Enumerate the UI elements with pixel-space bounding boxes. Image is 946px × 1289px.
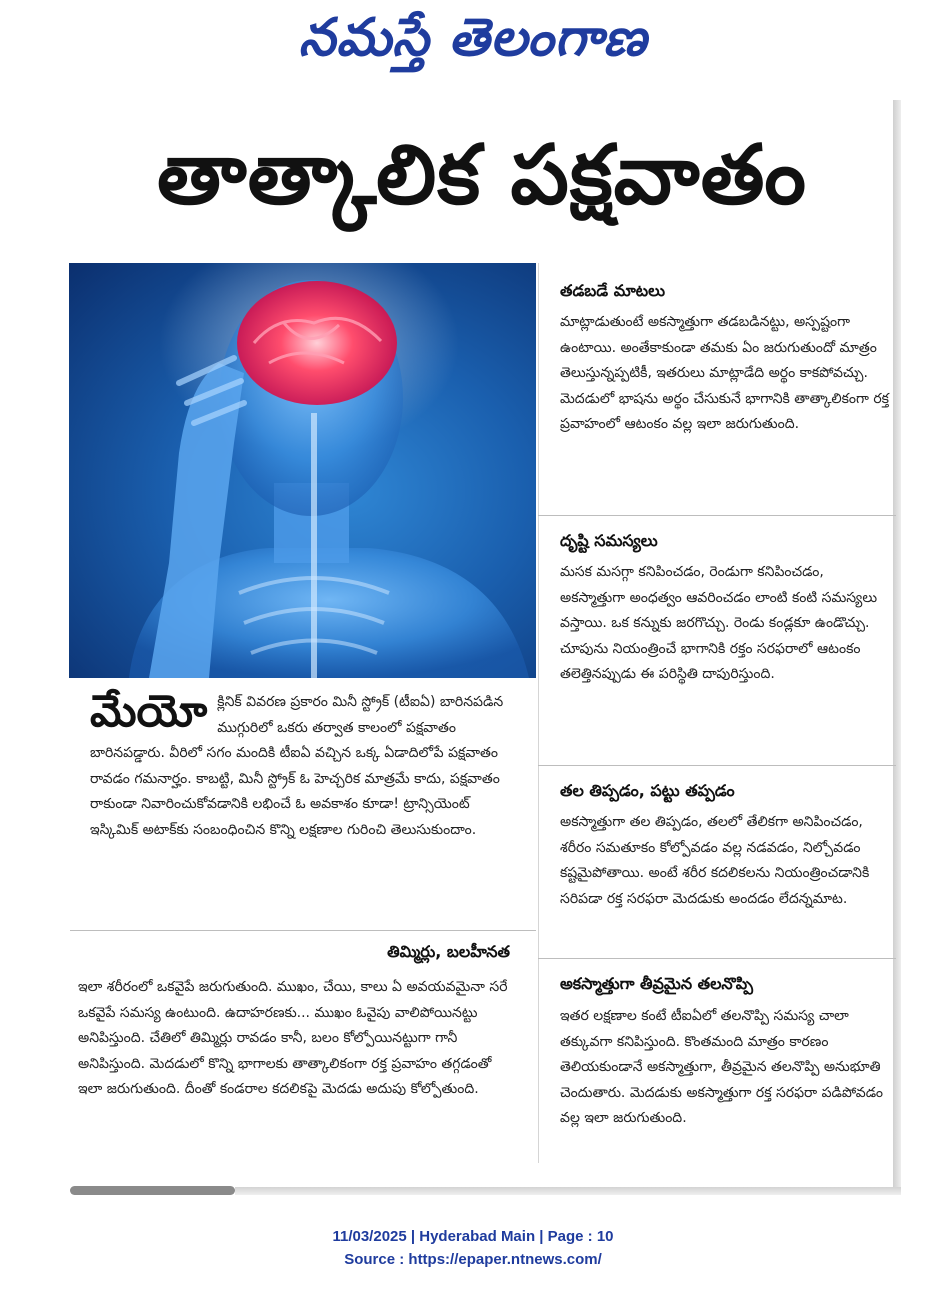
divider	[70, 930, 536, 931]
scroll-bar	[70, 1186, 235, 1195]
intro-text: క్లినిక్ వివరణ ప్రకారం మినీ స్ట్రోక్ (టీఐఏ) బారినపడిన ముగ్గురిలో ఒకరు తర్వాత కాలంలో పక్షవాతం బారినపడ్డారు. వీరిలో సగం మందికి టీఐఏ వచ్చిన ఒక్క ఏడాదిలోపే పక్షవాతం రావడం గమనార్హం. కాబట్టి, మినీ స్ట్రోక్ ఓ హెచ్చరిక మాత్రమే కాదు, పక్షవాతం రాకుండా నివారించుకోవడానికి లభించే ఓ అవకాశం కూడా! ట్రాన్సియెంట్ ఇస్కిమిక్ అటాక్‌కు సంబంధించిన కొన్ని లక్షణాల గురించి తెలుసుకుందాం.	[90, 694, 504, 838]
drop-cap: మేయో	[90, 686, 208, 737]
frame-shadow-right	[893, 100, 901, 1195]
divider	[538, 515, 896, 516]
side-text-dizziness: అకస్మాత్తుగా తల తిప్పడం, తలలో తేలికగా అనిపించడం, శరీరం సమతూకం కోల్పోవడం వల్ల నడవడం, నిల్చోవడం కష్టమైపోతాయి. అంటే శరీర కదలికలను నియంత్రించడానికి సరిపడా రక్త సరఫరా మెదడుకు అందడం లేదన్నమాట.	[560, 814, 870, 907]
side-text-vision: మసక మసగ్గా కనిపించడం, రెండుగా కనిపించడం, అకస్మాత్తుగా అంధత్వం ఆవరించడం లాంటి కంటి సమస్యలు వస్తాయి. ఒక కన్నుకు జరగొచ్చు. రెండు కండ్లకూ ఉండొచ్చు. చూపును నియంత్రించే భాగానికి రక్తం సరఫరాలో ఆటంకం తలెత్తినప్పుడు ఈ పరిస్థితి దాపురిస్తుంది.	[560, 564, 878, 682]
masthead-logo: నమస్తే తెలంగాణ	[298, 8, 648, 68]
left-text-numbness: ఇలా శరీరంలో ఒకవైపే జరుగుతుంది. ముఖం, చేయి, కాలు ఏ అవయవమైనా సరే ఒకవైపే సమస్య ఉంటుంది. ఉదాహరణకు... ముఖం ఓవైపు వాలిపోయినట్టు అనిపిస్తుంది. చేతిలో తిమ్మిర్లు రావడం కానీ, బలం కోల్పోయినట్టుగా గానీ అనిపిస్తుంది. మెదడులో కొన్ని భాగాలకు తాత్కాలికంగా రక్త ప్రవాహం తగ్గడంతో ఇలా జరుగుతుంది. దీంతో కండరాల కదలికపై మెదడు అదుపు కోల్పోతుంది.	[78, 979, 508, 1097]
intro-paragraph	[90, 686, 510, 843]
footer-source: Source : https://epaper.ntnews.com/	[344, 1251, 602, 1268]
left-heading-numbness: తిమ్మిర్లు, బలహీనత	[387, 942, 510, 961]
divider	[538, 958, 896, 959]
divider	[538, 765, 896, 766]
article-headline: తాత్కాలిక పక్షవాతం	[157, 128, 807, 223]
side-heading-headache: అకస్మాత్తుగా తీవ్రమైన తలనొప్పి	[560, 974, 753, 993]
side-heading-dizziness: తల తిప్పడం, పట్టు తప్పడం	[560, 781, 735, 800]
side-heading-speech: తడబడే మాటలు	[560, 281, 665, 300]
side-text-headache: ఇతర లక్షణాల కంటే టీఐఏలో తలనొప్పి సమస్య చాలా తక్కువగా కనిపిస్తుంది. కొంతమంది మాత్రం కారణం తెలియకుండానే అకస్మాత్తుగా, తీవ్రమైన తలనొప్పి అనుభూతి చెందుతారు. మెదడుకు అకస్మాత్తుగా రక్త సరఫరా పడిపోవడం వల్ల ఇలా జరుగుతుంది.	[560, 1008, 883, 1126]
brain-illustration	[69, 263, 536, 678]
footer-date-edition: 11/03/2025 | Hyderabad Main | Page : 10	[332, 1228, 614, 1245]
column-rule	[538, 263, 539, 1163]
side-text-speech: మాట్లాడుతుంటే అకస్మాత్తుగా తడబడినట్టు, అస్పష్టంగా ఉంటాయి. అంతేకాకుండా తమకు ఏం జరుగుతుందో మాత్రం తెలుస్తున్నప్పటికీ, ఇతరులు మాట్లాడేది అర్థం కాకపోవచ్చు. మెదడులో భాషను అర్థం చేసుకునే భాగానికి తాత్కాలికంగా రక్త ప్రవాహంలో ఆటంకం వల్ల ఇలా జరుగుతుంది.	[560, 314, 889, 432]
frame-shadow-bottom	[235, 1187, 901, 1195]
side-heading-vision: దృష్టి సమస్యలు	[560, 531, 658, 550]
